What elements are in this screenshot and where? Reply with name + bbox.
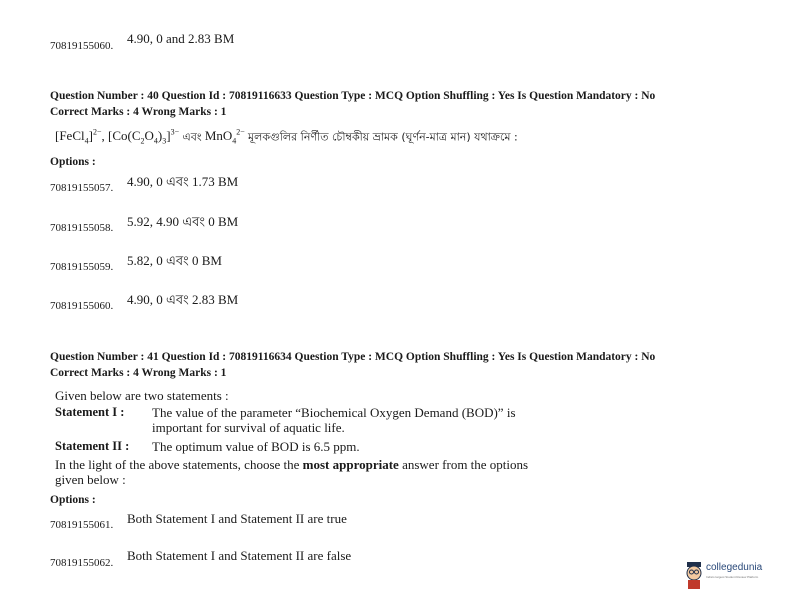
option-id: 70819155059. — [50, 261, 114, 273]
q41-header-line1: Question Number : 41 Question Id : 70819116634 Question Type : MCQ Option Shuffling : Yes Is Question Mandatory : No — [50, 351, 656, 363]
instruction-post: answer from the options — [398, 457, 529, 472]
option-id: 70819155062. — [50, 557, 114, 569]
formula-cooxalate: $[Co(C_2O_4)_3]^{3-}$ — [107, 128, 180, 146]
q41-options-label: Options : — [50, 494, 96, 506]
statement1-label: Statement I : — [55, 405, 125, 419]
stem-tail: মূলকগুলির নির্ণীত চৌম্বকীয় ভ্রামক (ঘূর্ণন-মাত্র মান) যথাক্রমে : — [248, 130, 518, 144]
logo-tagline: India's largest Student Review Platform — [706, 575, 759, 579]
instruction-pre: In the light of the above statements, choose the — [55, 457, 303, 472]
statement2-label: Statement II : — [55, 439, 130, 453]
option-id: 70819155061. — [50, 519, 114, 531]
mascot-icon — [684, 560, 704, 590]
logo-name: collegedunia — [706, 562, 763, 573]
instruction-bold: most appropriate — [302, 457, 399, 472]
option-text: 5.82, 0 এবং 0 BM — [127, 253, 222, 268]
q41-instruction — [55, 457, 528, 473]
option-text: Both Statement I and Statement II are false — [127, 548, 352, 563]
option-text: 4.90, 0 এবং 1.73 BM — [127, 174, 239, 189]
option-text: 4.90, 0 and 2.83 BM — [127, 31, 235, 46]
q40-header-line2: Correct Marks : 4 Wrong Marks : 1 — [50, 106, 227, 118]
statement2-text: The optimum value of BOD is 6.5 ppm. — [152, 439, 360, 454]
option-text: 4.90, 0 এবং 2.83 BM — [127, 292, 239, 307]
option-id: 70819155057. — [50, 182, 114, 194]
statement1-line1: The value of the parameter “Biochemical Oxygen Demand (BOD)” is — [152, 405, 516, 420]
option-id: 70819155060. — [50, 40, 114, 52]
q40-options-label: Options : — [50, 156, 96, 168]
option-text: 5.92, 4.90 এবং 0 BM — [127, 214, 239, 229]
stem-conjunction: এবং — [182, 130, 202, 144]
q41-intro: Given below are two statements : — [55, 388, 229, 403]
q40-stem: [FeCl$_4$]$^{2-}$, $[Co(C_2O_4)_3]^{3-}$ এবং MnO$_4^{2-}$ মূলকগুলির নির্ণীত চৌম্বকীয় ভ্রামক (ঘূর্ণন-মাত্র মান) যথাক্রমে : — [55, 128, 518, 146]
formula-fecl4: [FeCl$_4$]$^{2-}$ — [55, 128, 102, 146]
q40-header-line1: Question Number : 40 Question Id : 70819116633 Question Type : MCQ Option Shuffling : Yes Is Question Mandatory : No — [50, 90, 656, 102]
collegedunia-logo — [684, 560, 784, 594]
q41-instruction-line2: given below : — [55, 472, 126, 487]
option-id: 70819155058. — [50, 222, 114, 234]
option-text: Both Statement I and Statement II are true — [127, 511, 347, 526]
formula-mno4: MnO$_4^{2-}$ — [204, 128, 245, 146]
statement1-line2: important for survival of aquatic life. — [152, 420, 345, 435]
q41-header-line2: Correct Marks : 4 Wrong Marks : 1 — [50, 367, 227, 379]
option-id: 70819155060. — [50, 300, 114, 312]
